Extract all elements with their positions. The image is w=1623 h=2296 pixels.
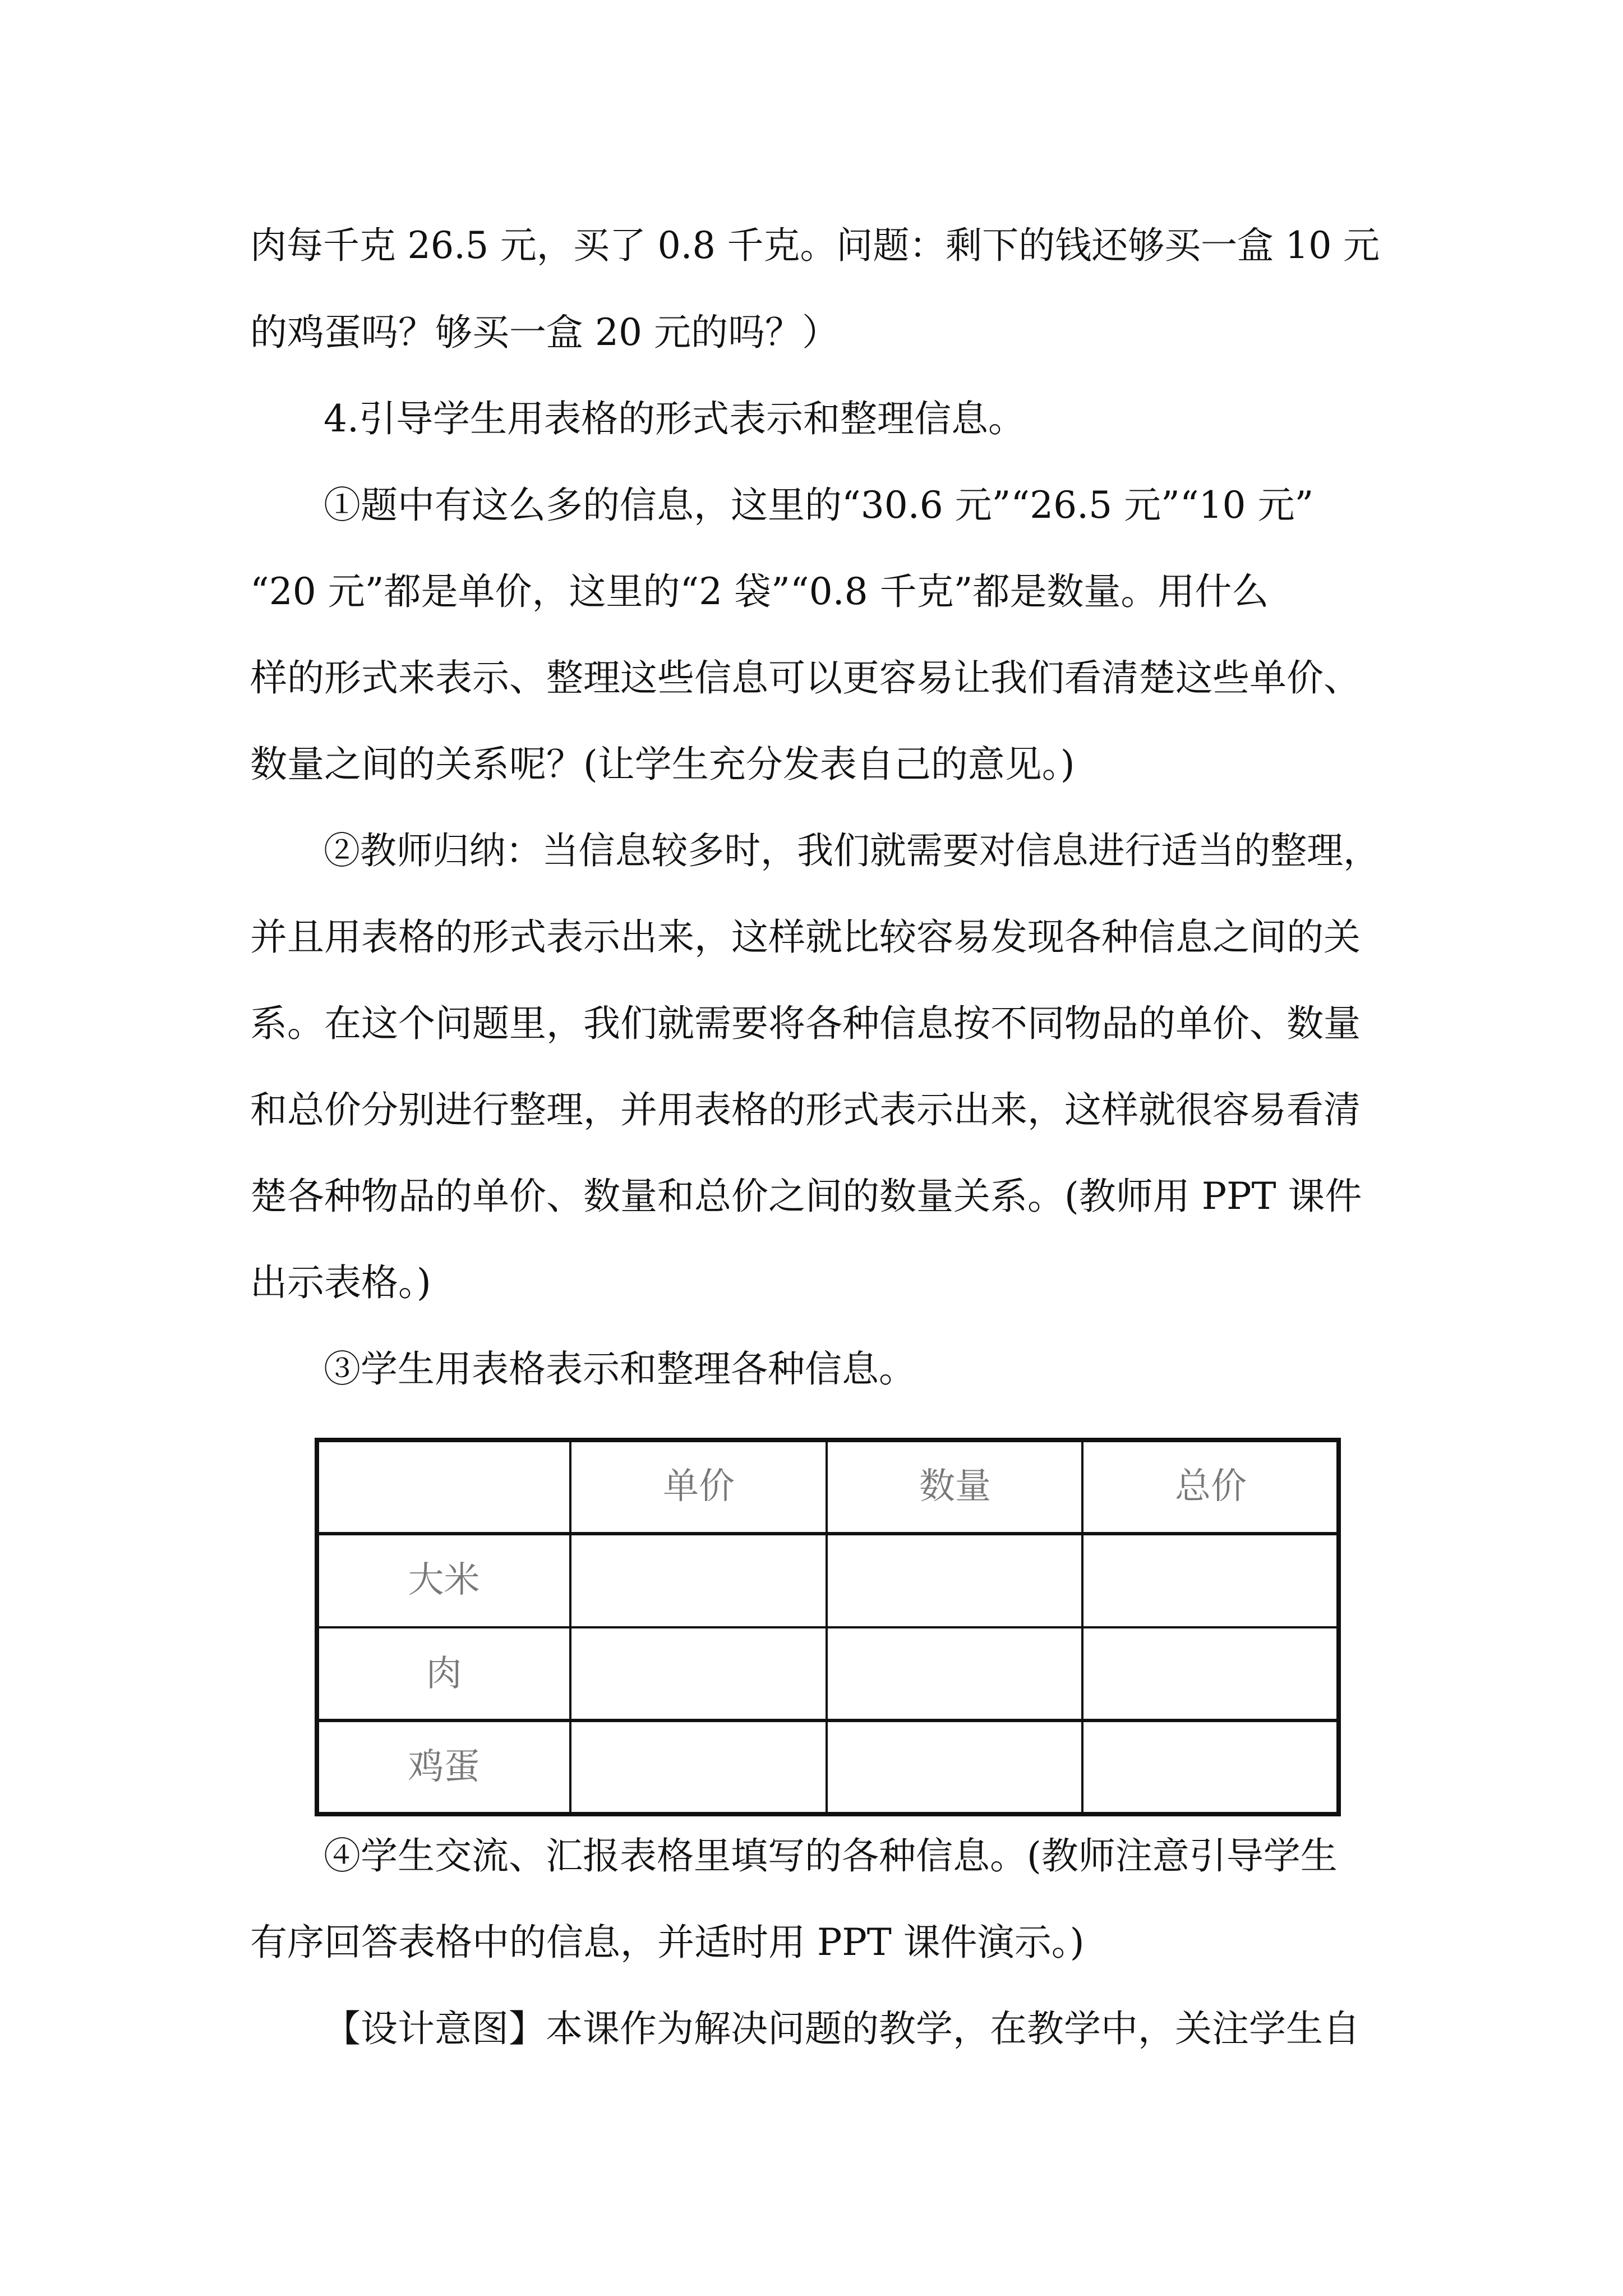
paragraph-text: 并且用表格的形式表示出来，这样就比较容易发现各种信息之间的关	[250, 915, 1361, 959]
table-row-label: 鸡蛋	[408, 1746, 480, 1788]
paragraph-text: 数量之间的关系呢？(让学生充分发表自己的意见。)	[250, 743, 1075, 786]
paragraph-text: 有序回答表格中的信息，并适时用 PPT 课件演示。)	[250, 1921, 1085, 1964]
table-header-cell: 总价	[1175, 1466, 1247, 1507]
table-row-label: 肉	[426, 1653, 462, 1695]
paragraph-text: 肉每千克 26.5 元，买了 0.8 千克。问题：剩下的钱还够买一盒 10 元	[250, 224, 1380, 267]
paragraph-text: 样的形式来表示、整理这些信息可以更容易让我们看清楚这些单价、	[250, 656, 1361, 700]
paragraph-text: 的鸡蛋吗？够买一盒 20 元的吗？）	[250, 311, 839, 354]
paragraph-text: 系。在这个问题里，我们就需要将各种信息按不同物品的单价、数量	[250, 1002, 1361, 1045]
paragraph-text: ③学生用表格表示和整理各种信息。	[324, 1347, 916, 1391]
paragraph-text: 出示表格。)	[250, 1261, 431, 1304]
paragraph-text: ②教师归纳：当信息较多时，我们就需要对信息进行适当的整理，	[324, 829, 1380, 872]
paragraph-text: 和总价分别进行整理，并用表格的形式表示出来，这样就很容易看清	[250, 1088, 1361, 1131]
paragraph-text: 【设计意图】本课作为解决问题的教学，在教学中，关注学生自	[324, 2007, 1360, 2050]
paragraph-text: 楚各种物品的单价、数量和总价之间的数量关系。(教师用 PPT 课件	[250, 1175, 1362, 1218]
table-header-cell: 数量	[919, 1466, 991, 1507]
table-header-cell: 单价	[663, 1466, 735, 1507]
paragraph-text: ①题中有这么多的信息，这里的“30.6 元”“26.5 元”“10 元”	[324, 484, 1314, 527]
table-row-label: 大米	[408, 1559, 480, 1601]
info-table	[315, 1438, 1341, 1816]
paragraph-text: “20 元”都是单价，这里的“2 袋”“0.8 千克”都是数量。用什么	[250, 570, 1269, 613]
paragraph-text: ④学生交流、汇报表格里填写的各种信息。(教师注意引导学生	[324, 1834, 1338, 1878]
paragraph-text: 4.引导学生用表格的形式表示和整理信息。	[324, 397, 1025, 440]
